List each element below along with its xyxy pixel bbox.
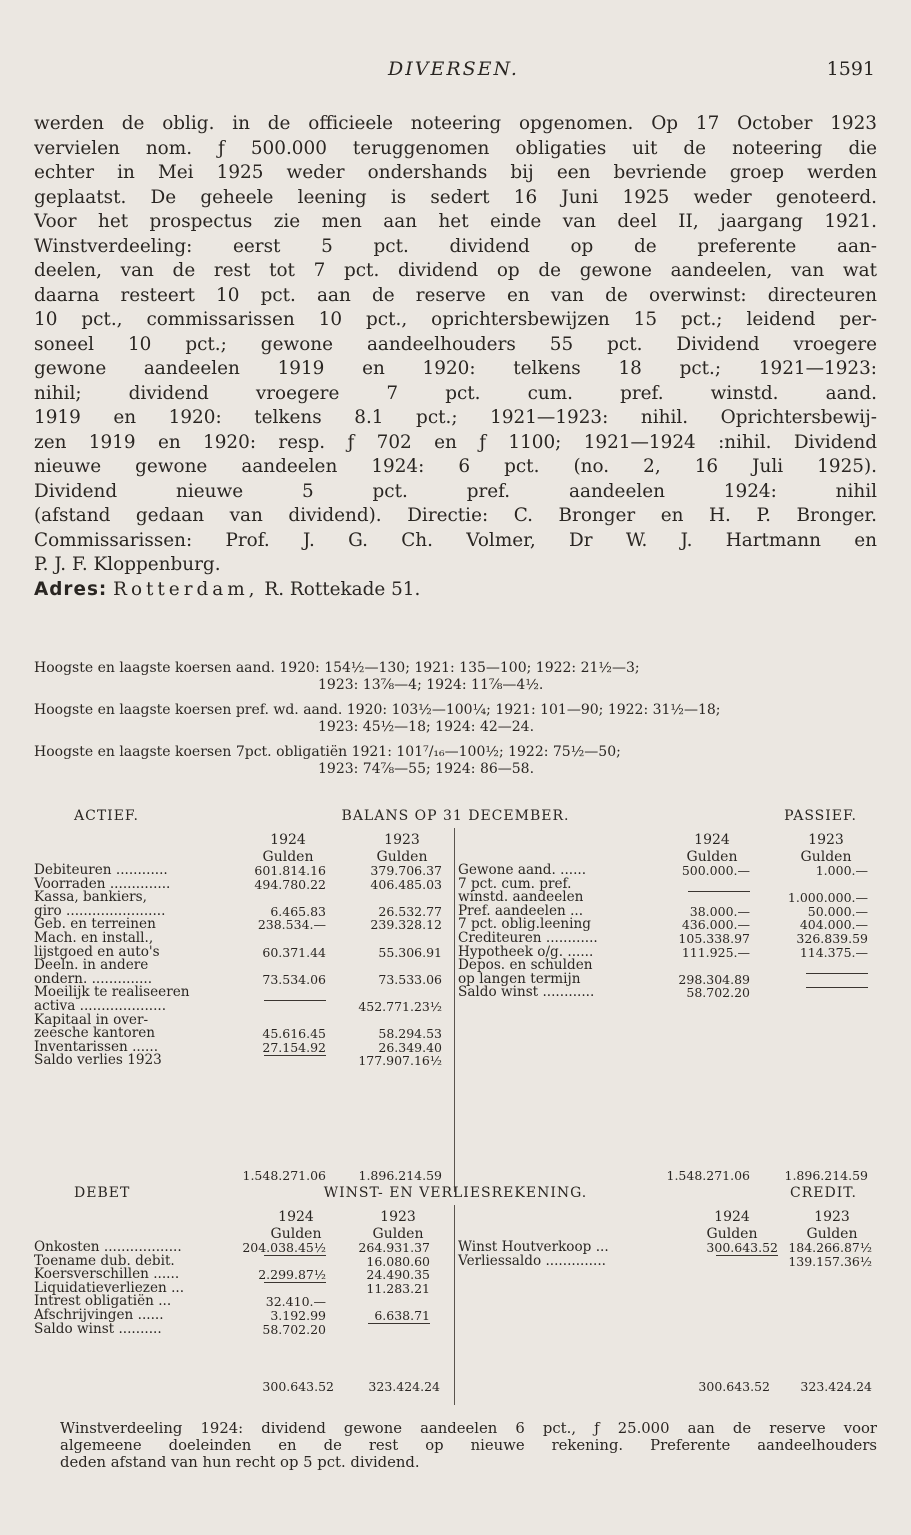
row-value: 1.000.000.— [787,890,868,906]
row-value: 239.328.12 [370,917,442,933]
row-value: 452.771.23½ [358,998,442,1014]
price-range-main: Hoogste en laagste koersen 7pct. obligatiën 1921: 101⁷/₁₆—100½; 1922: 75½—50; [34,744,621,760]
row-value: 177.907.16½ [358,1053,442,1069]
row-label: Winst Houtverkoop ... [458,1239,609,1255]
row-value: 1.000.— [815,863,868,878]
row-label: winstd. aandeelen [458,889,584,906]
body-line: soneel 10 pct.; gewone aandeelhouders 55 pct. Dividend vroegere [34,333,877,355]
row-value: 379.706.37 [370,863,442,878]
row-label: Crediteuren ............ [458,929,598,946]
body-line: gewone aandeelen 1919 en 1920: telkens 18 pct.; 1921—1923: [34,358,877,379]
row-label: Kassa, bankiers, [34,889,147,906]
row-value: 73.533.06 [378,971,442,987]
row-value: 26.349.40 [378,1039,442,1055]
row-value: 16.080.60 [366,1253,430,1269]
row-value: 38.000.— [689,903,750,919]
row-label: Pref. aandeelen ... [458,902,584,919]
total-value: 1.548.271.06 [242,1168,326,1183]
row-label: Verliessaldo .............. [458,1252,606,1269]
total-value: 300.643.52 [262,1379,334,1394]
body-line: (afstand gedaan van dividend). Directie: C. Bronger en H. P. Bronger. [34,505,877,526]
column-divider [454,828,455,1192]
row-value [686,1255,778,1270]
row-label: Onkosten .................. [34,1239,182,1255]
col-year: 1923 [380,1209,416,1225]
col-unit: Gulden [262,849,314,865]
row-value: 58.294.53 [378,1026,442,1042]
page-number: 1591 [826,58,875,80]
address-city: Rotterdam, [113,578,259,600]
price-range-sub: 1923: 13⅞—4; 1924: 11⅞—4½. [318,677,544,693]
body-line: Dividend nieuwe 5 pct. pref. aandeelen 1924: nihil [34,480,877,502]
body-line: vervielen nom. ƒ 500.000 teruggenomen obligaties uit de noteering die [34,137,877,159]
profit-loss-title: WINST- EN VERLIESREKENING. [323,1185,588,1201]
credit-title: CREDIT. [790,1185,857,1201]
row-value: 60.371.44 [262,944,326,960]
body-line: nihil; dividend vroegere 7 pct. cum. pref. winstd. aand. [34,382,877,404]
dash-line [264,1055,326,1070]
body-line: P. J. F. Kloppenburg. [34,554,221,575]
table-row [34,1320,450,1337]
row-label: Hypotheek o/g. ...... [458,943,594,960]
total-value: 323.424.24 [800,1379,872,1394]
row-value [234,1000,326,1015]
body-line: daarna resteert 10 pct. aan de reserve en van de overwinst: directeuren [34,284,877,306]
row-label: zeesche kantoren [34,1025,156,1042]
row-label: 7 pct. cum. pref. [458,875,572,892]
row-label: Moeilijk te realiseeren [34,984,190,1001]
body-line: 1919 en 1920: telkens 8.1 pct.; 1921—1923: nihil. Oprichtersbewij- [34,407,877,428]
row-value: 238.534.— [257,917,326,933]
row-label: lijstgoed en auto's [34,943,160,960]
profit-loss-header [34,1185,877,1205]
col-unit: Gulden [270,1226,322,1242]
col-year: 1924 [714,1209,750,1225]
row-value: 326.839.59 [796,930,868,946]
body-line: echter in Mei 1925 weder ondershands bij een bevriende groep werden [34,162,877,183]
row-label: Mach. en install., [34,929,154,946]
row-value: 298.304.89 [678,971,750,987]
row-value: 58.702.20 [686,985,750,1001]
col-unit: Gulden [806,1226,858,1242]
row-value: 300.643.52 [706,1240,778,1255]
body-line: Winstverdeeling: eerst 5 pct. dividend op de preferente aan- [34,235,877,257]
row-value: 204.038.45½ [242,1240,326,1255]
row-value [776,973,868,988]
row-value: 436.000.— [681,917,750,933]
row-value: 114.375.— [799,944,868,960]
balance-sheet [34,808,877,1183]
price-range-main: Hoogste en laagste koersen aand. 1920: 154½—130; 1921: 135—100; 1922: 21½—3; [34,660,640,676]
row-value [776,986,868,1001]
table-row [34,1054,450,1068]
row-label: Kapitaal in over- [34,1011,149,1028]
row-label: Koersverschillen ...... [34,1266,180,1283]
row-label: Saldo verlies 1923 [34,1052,162,1069]
row-value: 264.931.37 [358,1240,430,1255]
row-label: Afschrijvingen ...... [34,1306,164,1323]
price-range-sub: 1923: 74⅞—55; 1924: 86—58. [318,761,535,777]
row-label: Voorraden .............. [34,875,171,892]
dash-line [716,1255,778,1270]
row-label: giro ....................... [34,902,166,919]
row-value: 24.490.35 [366,1267,430,1283]
total-value: 1.548.271.06 [666,1168,750,1183]
price-range-sub: 1923: 45½—18; 1924: 42—24. [318,719,535,735]
column-divider [454,1205,455,1405]
assets-title: ACTIEF. [74,808,139,824]
row-value: 601.814.16 [254,863,326,878]
body-line: zen 1919 en 1920: resp. ƒ 702 en ƒ 1100; 1921—1924 :nihil. Dividend [34,431,877,453]
body-line: 10 pct., commissarissen 10 pct., oprichtersbewijzen 15 pct.; leidend per- [34,309,877,330]
row-value: 6.465.83 [270,903,326,919]
assets-list [34,864,450,1068]
dash-line [368,1323,430,1338]
debit-list [34,1241,450,1336]
row-value: 26.532.77 [378,903,442,919]
body-line: Commissarissen: Prof. J. G. Ch. Volmer, Dr W. J. Hartmann en [34,529,877,551]
row-value: 55.306.91 [378,944,442,960]
balance-sheet-header [34,808,877,828]
row-value: 404.000.— [799,917,868,933]
row-label: Saldo winst ............ [458,984,595,1001]
col-year: 1924 [694,832,730,848]
price-range-main: Hoogste en laagste koersen pref. wd. aand. 1920: 103½—100¼; 1921: 101—90; 1922: 31½—18; [34,702,721,718]
body-text [34,112,877,602]
row-label: activa .................... [34,997,167,1014]
address-label: Adres: [34,578,108,600]
row-value: 3.192.99 [270,1307,326,1323]
row-value: 111.925.— [681,944,750,960]
col-year: 1923 [384,832,420,848]
col-year: 1924 [270,832,306,848]
body-line: deelen, van de rest tot 7 pct. dividend op de gewone aandeelen, van wat [34,260,877,281]
col-unit: Gulden [372,1226,424,1242]
row-label: Geb. en terreinen [34,916,156,933]
row-label: 7 pct. oblig.leening [458,916,591,933]
liabilities-list [458,864,877,1000]
row-value: 73.534.06 [262,971,326,987]
row-value [234,1054,326,1069]
row-label: Gewone aand. ...... [458,862,587,878]
row-value: 58.702.20 [262,1321,326,1337]
page-header [32,58,875,88]
table-row [458,1252,877,1269]
profit-loss-column-headers [34,1205,877,1241]
row-label: Toename dub. debit. [34,1252,175,1269]
debit-title: DEBET [74,1185,131,1201]
row-value: 494.780.22 [254,876,326,892]
dash-line [806,973,868,988]
section-title: DIVERSEN. [388,58,519,80]
col-year: 1923 [814,1209,850,1225]
row-label: Deeln. in andere [34,957,149,974]
row-value: 45.616.45 [262,1026,326,1042]
total-value: 1.896.214.59 [358,1168,442,1183]
credit-list [458,1241,877,1268]
body-line: geplaatst. De geheele leening is sedert 16 Juni 1925 weder genoteerd. [34,186,877,208]
row-label: Liquidatieverliezen ... [34,1279,185,1296]
row-value: 139.157.36½ [788,1253,872,1269]
col-year: 1923 [808,832,844,848]
row-value: 500.000.— [681,863,750,878]
row-value: 6.638.71 [374,1307,430,1323]
balance-body [34,862,877,1183]
row-label: Saldo winst .......... [34,1320,162,1337]
footer-line: algemeene doeleinden en de rest op nieuwe rekening. Preferente aandeelhouders [60,1437,877,1454]
row-label: Intrest obligatiën ... [34,1293,172,1310]
profit-loss-body [34,1239,877,1394]
price-range-block [34,744,877,778]
footer-note [60,1420,877,1471]
address-street: R. Rottekade 51. [264,578,421,600]
total-value: 323.424.24 [368,1379,440,1394]
body-line: Voor het prospectus zie men aan het einde van deel II, jaargang 1921. [34,211,877,232]
col-year: 1924 [278,1209,314,1225]
total-value: 1.896.214.59 [784,1168,868,1183]
row-label: Inventarissen ...... [34,1038,159,1055]
footer-line: deden afstand van hun recht op 5 pct. dividend. [60,1454,420,1471]
table-row [458,986,877,1000]
col-unit: Gulden [686,849,738,865]
row-value: 2.299.87½ [258,1267,326,1283]
body-line: werden de oblig. in de officieele noteering opgenomen. Op 17 October 1923 [34,113,877,134]
total-value: 300.643.52 [698,1379,770,1394]
col-unit: Gulden [376,849,428,865]
col-unit: Gulden [800,849,852,865]
price-range-block [34,702,877,736]
body-line: nieuwe gewone aandeelen 1924: 6 pct. (no. 2, 16 Juli 1925). [34,456,877,477]
row-value: 50.000.— [807,903,868,919]
row-value: 32.410.— [265,1294,326,1310]
dash-line [264,1000,326,1015]
balance-column-headers [34,828,877,864]
row-value: 27.154.92 [262,1039,326,1055]
footer-line: Winstverdeeling 1924: dividend gewone aandeelen 6 pct., ƒ 25.000 aan de reserve voor [60,1420,877,1437]
dash-line [806,987,868,1002]
row-value: 105.338.97 [678,930,750,946]
row-value [338,1323,430,1338]
row-label: ondern. .............. [34,970,153,987]
price-ranges [34,660,877,786]
liabilities-title: PASSIEF. [784,808,857,824]
row-label: Depos. en schulden [458,957,593,974]
row-value: 406.485.03 [370,876,442,892]
balance-sheet-title: BALANS OP 31 DECEMBER. [341,808,570,824]
row-label: Debiteuren ............ [34,862,168,878]
row-value: 184.266.87½ [788,1240,872,1255]
row-label: op langen termijn [458,970,581,987]
price-range-block [34,660,877,694]
address-line [34,578,877,603]
col-unit: Gulden [706,1226,758,1242]
profit-loss-statement [34,1185,877,1394]
row-value: 11.283.21 [366,1280,430,1296]
